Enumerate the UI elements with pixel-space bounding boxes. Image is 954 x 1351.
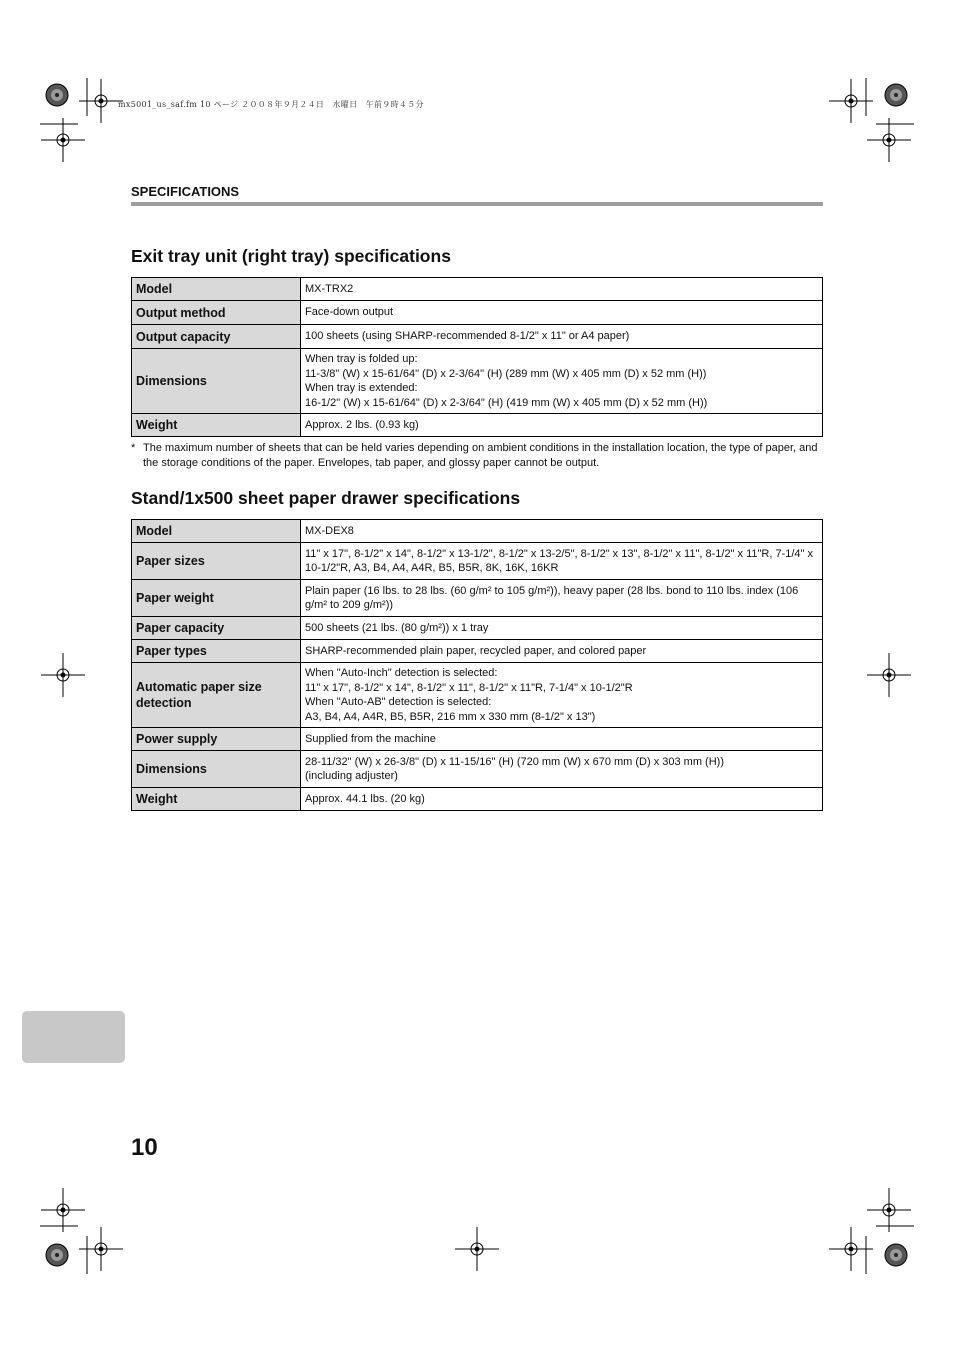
section-label: SPECIFICATIONS [131, 184, 240, 199]
spec-value: Approx. 44.1 lbs. (20 kg) [301, 788, 823, 811]
spec-value: 100 sheets (using SHARP-recommended 8-1/2" x 11" or A4 paper) [301, 325, 823, 349]
footnote [131, 441, 821, 470]
spec-label: Dimensions [132, 751, 301, 788]
spec-label: Automatic paper size detection [132, 663, 301, 728]
spec-value: 11" x 17", 8-1/2" x 14", 8-1/2" x 13-1/2", 8-1/2" x 13-2/5", 8-1/2" x 13", 8-1/2" x 11", 8-1/2" x 11"R, 7-1/4" x 10-1/2"R, A3, B4, A4, A4R, B5, B5R, 8K, 16K, 16KR [301, 543, 823, 580]
table-row [132, 301, 823, 325]
spec-value: MX-TRX2 [301, 278, 823, 301]
spec-label: Output capacity [132, 325, 301, 349]
table-row [132, 788, 823, 811]
spec-value: Approx. 2 lbs. (0.93 kg) [301, 414, 823, 437]
table-row [132, 414, 823, 437]
spec-label: Output method [132, 301, 301, 325]
spec-label: Paper capacity [132, 617, 301, 640]
stand-drawer-heading: Stand/1x500 sheet paper drawer specifications [131, 488, 521, 508]
table-row [132, 278, 823, 301]
spec-value: Supplied from the machine [301, 728, 823, 751]
spec-label: Model [132, 278, 301, 301]
stand-drawer-spec-table [131, 519, 823, 811]
table-row [132, 751, 823, 788]
spec-label: Power supply [132, 728, 301, 751]
spec-label: Weight [132, 414, 301, 437]
spec-value: When tray is folded up: 11-3/8" (W) x 15-61/64" (D) x 2-3/64" (H) (289 mm (W) x 405 mm (D) x 52 mm (H)) When tray is extended: 16-1/2" (W) x 15-61/64" (D) x 2-3/64" (H) (419 mm (W) x 405 mm (D) x 52 mm (H)) [301, 349, 823, 414]
spec-value: SHARP-recommended plain paper, recycled paper, and colored paper [301, 640, 823, 663]
spec-label: Paper sizes [132, 543, 301, 580]
table-row [132, 617, 823, 640]
table-row [132, 325, 823, 349]
page-number: 10 [131, 1134, 158, 1161]
table-row [132, 349, 823, 414]
spec-value: Face-down output [301, 301, 823, 325]
table-row [132, 520, 823, 543]
table-row [132, 580, 823, 617]
spec-label: Paper weight [132, 580, 301, 617]
section-rule [131, 202, 823, 206]
chapter-tab [22, 1011, 125, 1063]
footnote-mark: * [131, 442, 136, 454]
table-row [132, 663, 823, 728]
spec-label: Model [132, 520, 301, 543]
spec-value: When "Auto-Inch" detection is selected: 11" x 17", 8-1/2" x 14", 8-1/2" x 11", 8-1/2" x 11"R, 7-1/4" x 10-1/2"R When "Auto-AB" detection is selected: A3, B4, A4, A4R, B5, B5R, 216 mm x 330 mm (8-1/2" x 13") [301, 663, 823, 728]
spec-label: Dimensions [132, 349, 301, 414]
footnote-text: The maximum number of sheets that can be held varies depending on ambient conditions in the installation location, the type of paper, and the storage conditions of the paper. Envelopes, tab paper, and glossy paper cannot be output. [143, 442, 818, 469]
spec-label: Weight [132, 788, 301, 811]
spec-value: 500 sheets (21 lbs. (80 g/m²)) x 1 tray [301, 617, 823, 640]
exit-tray-spec-table [131, 277, 823, 437]
table-row [132, 728, 823, 751]
table-row [132, 543, 823, 580]
print-header: mx5001_us_saf.fm 10 ページ ２００８年９月２４日 水曜日 午前９時４５分 [118, 100, 424, 109]
exit-tray-heading: Exit tray unit (right tray) specifications [131, 246, 451, 266]
spec-value: Plain paper (16 lbs. to 28 lbs. (60 g/m² to 105 g/m²)), heavy paper (28 lbs. bond to 110 lbs. index (106 g/m² to 209 g/m²)) [301, 580, 823, 617]
table-row [132, 640, 823, 663]
spec-value: MX-DEX8 [301, 520, 823, 543]
spec-label: Paper types [132, 640, 301, 663]
spec-value: 28-11/32" (W) x 26-3/8" (D) x 11-15/16" (H) (720 mm (W) x 670 mm (D) x 303 mm (H)) (including adjuster) [301, 751, 823, 788]
